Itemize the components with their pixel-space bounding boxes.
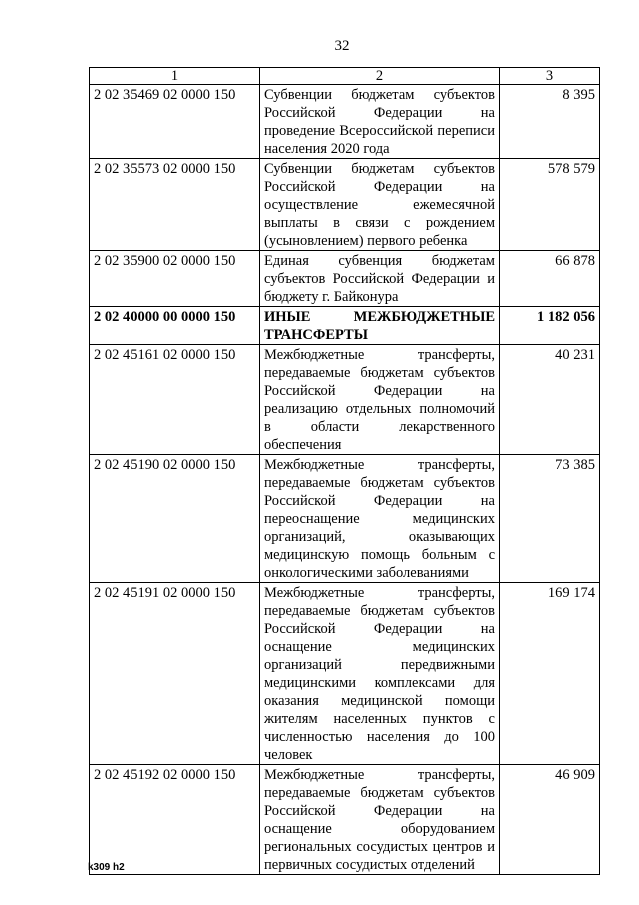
row-amount: 46 909: [500, 765, 600, 875]
row-code: 2 02 35469 02 0000 150: [90, 85, 260, 159]
row-amount: 40 231: [500, 345, 600, 455]
table-row: [90, 307, 600, 345]
budget-table: [89, 67, 600, 875]
row-code: 2 02 45192 02 0000 150: [90, 765, 260, 875]
row-name: Межбюджетные трансферты, передаваемые бюджетам субъектов Российской Федерации на оснащение медицинских организаций передвижными медицинскими комплексами для оказания медицинской помощи жителям населенных пунктов с численностью населения до 100 человек: [260, 583, 500, 765]
table-row: [90, 345, 600, 455]
table-row: [90, 455, 600, 583]
row-code: 2 02 45191 02 0000 150: [90, 583, 260, 765]
table-row: [90, 159, 600, 251]
budget-table-body: [90, 68, 600, 875]
row-name: Субвенции бюджетам субъектов Российской Федерации на осуществление ежемесячной выплаты в связи с рождением (усыновлением) первого ребенка: [260, 159, 500, 251]
row-code: 2 02 40000 00 0000 150: [90, 307, 260, 345]
row-code: 2 02 45161 02 0000 150: [90, 345, 260, 455]
column-header-name: 2: [260, 68, 500, 85]
table-row: [90, 251, 600, 307]
row-amount: 1 182 056: [500, 307, 600, 345]
page-number: 32: [334, 38, 350, 54]
row-name: Субвенции бюджетам субъектов Российской Федерации на проведение Всероссийской переписи населения 2020 года: [260, 85, 500, 159]
row-amount: 8 395: [500, 85, 600, 159]
row-name: ИНЫЕ МЕЖБЮДЖЕТНЫЕ ТРАНСФЕРТЫ: [260, 307, 500, 345]
row-code: 2 02 35573 02 0000 150: [90, 159, 260, 251]
row-name: Межбюджетные трансферты, передаваемые бюджетам субъектов Российской Федерации на реализацию отдельных полномочий в области лекарственного обеспечения: [260, 345, 500, 455]
table-row: [90, 85, 600, 159]
row-code: 2 02 35900 02 0000 150: [90, 251, 260, 307]
row-code: 2 02 45190 02 0000 150: [90, 455, 260, 583]
row-amount: 66 878: [500, 251, 600, 307]
table-row: [90, 765, 600, 875]
row-amount: 169 174: [500, 583, 600, 765]
row-name: Единая субвенция бюджетам субъектов Российской Федерации и бюджету г. Байконура: [260, 251, 500, 307]
table-row: [90, 583, 600, 765]
row-amount: 578 579: [500, 159, 600, 251]
document-footer-code: k309 h2: [88, 862, 125, 873]
row-name: Межбюджетные трансферты, передаваемые бюджетам субъектов Российской Федерации на оснащение оборудованием региональных сосудистых центров и первичных сосудистых отделений: [260, 765, 500, 875]
column-header-amount: 3: [500, 68, 600, 85]
column-header-code: 1: [90, 68, 260, 85]
row-name: Межбюджетные трансферты, передаваемые бюджетам субъектов Российской Федерации на переоснащение медицинских организаций, оказывающих медицинскую помощь больным с онкологическими заболеваниями: [260, 455, 500, 583]
row-amount: 73 385: [500, 455, 600, 583]
table-header-row: [90, 68, 600, 85]
